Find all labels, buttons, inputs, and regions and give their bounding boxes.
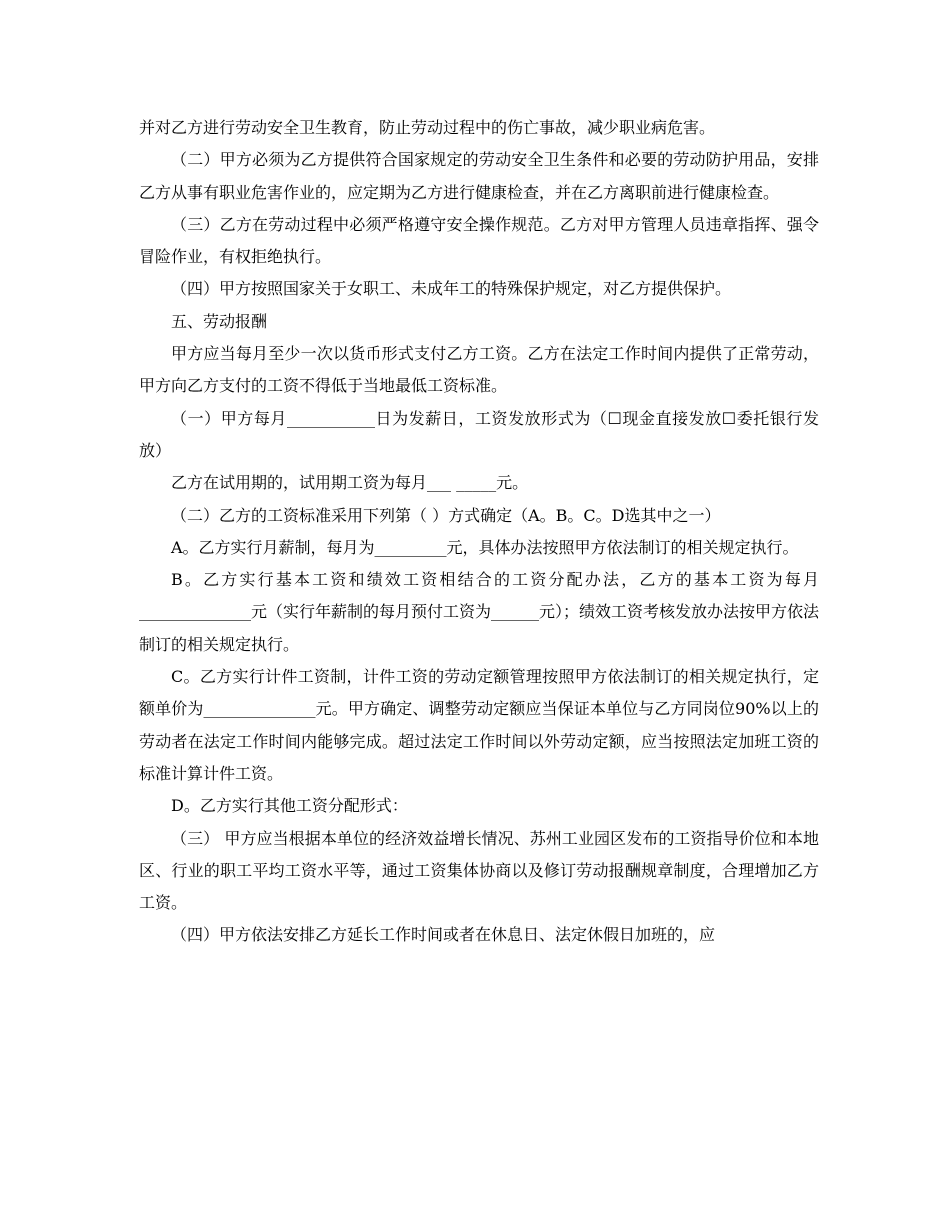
paragraph-option-a: A。乙方实行月薪制，每月为_________元，具体办法按照甲方依法制订的相关规定执行。 xyxy=(171,537,799,557)
paragraph-payday: （一）甲方每月___________日为发薪日，工资发放形式为（☐现金直接发放☐委托银行发放） xyxy=(139,408,819,460)
section-heading-remuneration: 五、劳动报酬 xyxy=(171,311,268,331)
paragraph-option-d: D。乙方实行其他工资分配形式： xyxy=(171,796,408,816)
contract-body xyxy=(139,112,819,952)
paragraph-wage-standard: （二）乙方的工资标准采用下列第（ ）方式确定（A。B。C。D选其中之一） xyxy=(171,505,721,525)
paragraph-clause-2-protection: （二）甲方必须为乙方提供符合国家规定的劳动安全卫生条件和必要的劳动防护用品，安排乙方从事有职业危害作业的，应定期为乙方进行健康检查，并在乙方离职前进行健康检查。 xyxy=(139,150,819,202)
paragraph-wage-payment: 甲方应当每月至少一次以货币形式支付乙方工资。乙方在法定工作时间内提供了正常劳动，甲方向乙方支付的工资不得低于当地最低工资标准。 xyxy=(139,344,819,396)
paragraph-probation-wage: 乙方在试用期的，试用期工资为每月___ _____元。 xyxy=(171,473,529,493)
paragraph-option-c: C。乙方实行计件工资制，计件工资的劳动定额管理按照甲方依法制订的相关规定执行，定额单价为______________元。甲方确定、调整劳动定额应当保证本单位与乙方同岗位90%以上的劳动者在法定工作时间内能够完成。超过法定工作时间以外劳动定额，应当按照法定加班工资的标准计算计件工资。 xyxy=(139,667,819,783)
paragraph-clause-4-overtime: （四）甲方依法安排乙方延长工作时间或者在休息日、法定休假日加班的，应 xyxy=(171,925,716,945)
paragraph-clause-4-special-protection: （四）甲方按照国家关于女职工、未成年工的特殊保护规定，对乙方提供保护。 xyxy=(171,279,732,299)
paragraph-clause-3-wage-increase: （三） 甲方应当根据本单位的经济效益增长情况、苏州工业园区发布的工资指导价位和本地区、行业的职工平均工资水平等，通过工资集体协商以及修订劳动报酬规章制度，合理增加乙方工资。 xyxy=(139,828,819,913)
paragraph-clause-3-safety-rules: （三）乙方在劳动过程中必须严格遵守安全操作规范。乙方对甲方管理人员违章指挥、强令冒险作业，有权拒绝执行。 xyxy=(139,214,819,267)
paragraph-option-b: B。乙方实行基本工资和绩效工资相结合的工资分配办法，乙方的基本工资为每月______________元（实行年薪制的每月预付工资为______元）；绩效工资考核发放办法按甲方依法制订的相关规定执行。 xyxy=(139,570,820,654)
paragraph-safety-education: 并对乙方进行劳动安全卫生教育，防止劳动过程中的伤亡事故，减少职业病危害。 xyxy=(139,118,716,137)
